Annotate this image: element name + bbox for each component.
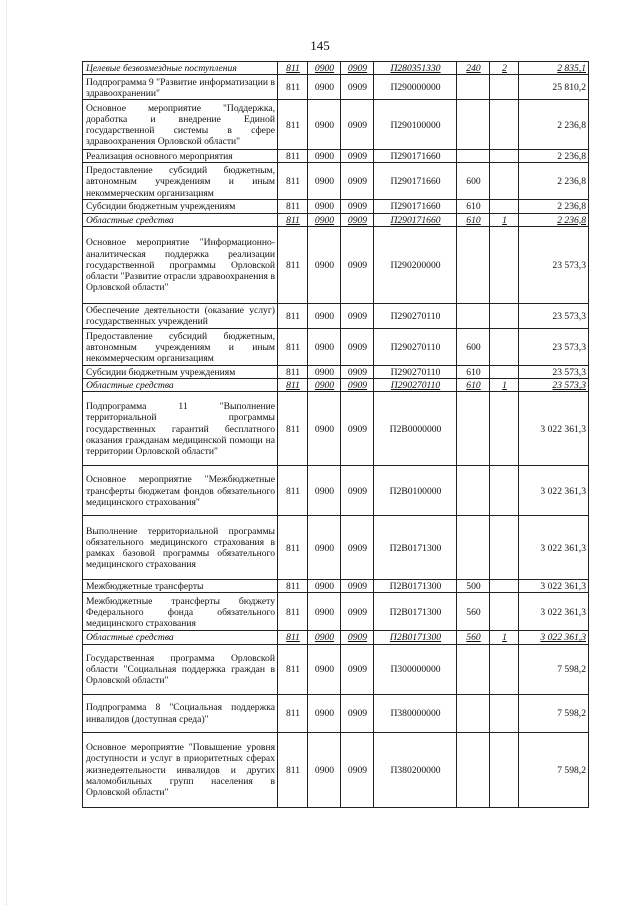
row-section-code: 0900 bbox=[308, 379, 341, 392]
row-amount: 3 022 361,3 bbox=[519, 631, 589, 644]
row-amount: 3 022 361,3 bbox=[519, 593, 589, 631]
row-name: Выполнение территориальной программы обязательного медицинского страхования в рамках базовой программы обязательного медицинского страхования bbox=[83, 516, 278, 580]
row-expense-kind: 600 bbox=[457, 163, 490, 200]
row-subsection-code: 0909 bbox=[341, 694, 374, 732]
row-subsection-code: 0909 bbox=[341, 62, 374, 75]
table-row bbox=[83, 226, 589, 303]
row-amount: 2 236,8 bbox=[519, 100, 589, 150]
row-amount: 23 573,3 bbox=[519, 328, 589, 365]
row-expense-kind bbox=[457, 392, 490, 466]
row-name: Основное мероприятие "Повышение уровня доступности и услуг в приоритетных сферах жизнедеятельности инвалидов и других маломобильных групп населения в Орловской области" bbox=[83, 732, 278, 807]
row-section-code: 0900 bbox=[308, 75, 341, 100]
row-expense-kind: 560 bbox=[457, 593, 490, 631]
row-section-code: 0900 bbox=[308, 100, 341, 150]
row-section-code: 0900 bbox=[308, 593, 341, 631]
row-section-code: 0900 bbox=[308, 644, 341, 694]
row-section-code: 0900 bbox=[308, 163, 341, 200]
row-subsection-code: 0909 bbox=[341, 213, 374, 226]
row-subsection-code: 0909 bbox=[341, 226, 374, 303]
row-target-code: П2В0171300 bbox=[374, 516, 457, 580]
row-ministry-code: 811 bbox=[278, 150, 308, 163]
row-amount: 3 022 361,3 bbox=[519, 392, 589, 466]
row-expense-kind bbox=[457, 694, 490, 732]
row-amount: 3 022 361,3 bbox=[519, 466, 589, 516]
row-section-code: 0900 bbox=[308, 631, 341, 644]
table-row bbox=[83, 200, 589, 213]
row-target-code: П290171660 bbox=[374, 150, 457, 163]
row-funding-source bbox=[490, 226, 519, 303]
row-target-code: П290171660 bbox=[374, 163, 457, 200]
row-expense-kind bbox=[457, 150, 490, 163]
row-funding-source: 1 bbox=[490, 213, 519, 226]
row-amount: 23 573,3 bbox=[519, 226, 589, 303]
row-amount: 7 598,2 bbox=[519, 644, 589, 694]
row-name: Субсидии бюджетным учреждениям bbox=[83, 365, 278, 378]
row-expense-kind: 610 bbox=[457, 213, 490, 226]
row-target-code: П280351330 bbox=[374, 62, 457, 75]
row-expense-kind bbox=[457, 75, 490, 100]
row-expense-kind bbox=[457, 226, 490, 303]
row-amount: 2 236,8 bbox=[519, 200, 589, 213]
row-amount: 2 236,8 bbox=[519, 163, 589, 200]
row-subsection-code: 0909 bbox=[341, 732, 374, 807]
table-row bbox=[83, 365, 589, 378]
row-subsection-code: 0909 bbox=[341, 466, 374, 516]
row-name: Основное мероприятие "Межбюджетные трансферты бюджетам фондов обязательного медицинского страхования" bbox=[83, 466, 278, 516]
row-section-code: 0900 bbox=[308, 226, 341, 303]
row-amount: 3 022 361,3 bbox=[519, 580, 589, 593]
row-name: Предоставление субсидий бюджетным, автономным учреждениям и иным некоммерческим организациям bbox=[83, 163, 278, 200]
budget-table bbox=[82, 61, 589, 808]
table-row bbox=[83, 466, 589, 516]
page-number: 145 bbox=[310, 38, 330, 53]
row-section-code: 0900 bbox=[308, 200, 341, 213]
row-subsection-code: 0909 bbox=[341, 150, 374, 163]
row-amount: 23 573,3 bbox=[519, 303, 589, 328]
row-section-code: 0900 bbox=[308, 732, 341, 807]
row-subsection-code: 0909 bbox=[341, 631, 374, 644]
row-expense-kind bbox=[457, 100, 490, 150]
row-ministry-code: 811 bbox=[278, 303, 308, 328]
row-section-code: 0900 bbox=[308, 365, 341, 378]
row-ministry-code: 811 bbox=[278, 226, 308, 303]
row-funding-source bbox=[490, 516, 519, 580]
row-ministry-code: 811 bbox=[278, 694, 308, 732]
row-expense-kind: 500 bbox=[457, 580, 490, 593]
table-row bbox=[83, 593, 589, 631]
row-section-code: 0900 bbox=[308, 328, 341, 365]
row-target-code: П290171660 bbox=[374, 213, 457, 226]
table-row bbox=[83, 631, 589, 644]
row-section-code: 0900 bbox=[308, 213, 341, 226]
row-target-code: П2В0100000 bbox=[374, 466, 457, 516]
row-expense-kind bbox=[457, 732, 490, 807]
row-funding-source: 1 bbox=[490, 631, 519, 644]
row-name: Подпрограмма 11 "Выполнение территориальной программы государственных гарантий бесплатного оказания гражданам медицинской помощи на территории Орловской области" bbox=[83, 392, 278, 466]
row-target-code: П2В0171300 bbox=[374, 580, 457, 593]
row-name: Межбюджетные трансферты бюджету Федерального фонда обязательного медицинского страхования bbox=[83, 593, 278, 631]
row-funding-source bbox=[490, 150, 519, 163]
row-subsection-code: 0909 bbox=[341, 328, 374, 365]
row-ministry-code: 811 bbox=[278, 328, 308, 365]
row-funding-source bbox=[490, 466, 519, 516]
row-name: Целевые безвозмездные поступления bbox=[83, 62, 278, 75]
table-row bbox=[83, 163, 589, 200]
row-subsection-code: 0909 bbox=[341, 365, 374, 378]
row-subsection-code: 0909 bbox=[341, 75, 374, 100]
table-row bbox=[83, 75, 589, 100]
row-funding-source bbox=[490, 75, 519, 100]
row-funding-source bbox=[490, 732, 519, 807]
row-ministry-code: 811 bbox=[278, 466, 308, 516]
row-target-code: П290270110 bbox=[374, 303, 457, 328]
row-subsection-code: 0909 bbox=[341, 593, 374, 631]
row-funding-source bbox=[490, 580, 519, 593]
row-amount: 2 835,1 bbox=[519, 62, 589, 75]
row-name: Государственная программа Орловской области "Социальная поддержка граждан в Орловской области" bbox=[83, 644, 278, 694]
row-amount: 2 236,8 bbox=[519, 213, 589, 226]
table-row bbox=[83, 516, 589, 580]
row-subsection-code: 0909 bbox=[341, 100, 374, 150]
row-ministry-code: 811 bbox=[278, 163, 308, 200]
table-row bbox=[83, 732, 589, 807]
row-subsection-code: 0909 bbox=[341, 644, 374, 694]
table-body bbox=[83, 62, 589, 808]
row-target-code: П290100000 bbox=[374, 100, 457, 150]
row-target-code: П2В0171300 bbox=[374, 593, 457, 631]
row-section-code: 0900 bbox=[308, 516, 341, 580]
row-target-code: П2В0000000 bbox=[374, 392, 457, 466]
row-expense-kind: 610 bbox=[457, 379, 490, 392]
row-amount: 23 573,3 bbox=[519, 365, 589, 378]
row-ministry-code: 811 bbox=[278, 593, 308, 631]
table-row bbox=[83, 213, 589, 226]
row-section-code: 0900 bbox=[308, 392, 341, 466]
row-target-code: П290000000 bbox=[374, 75, 457, 100]
row-funding-source bbox=[490, 200, 519, 213]
row-amount: 2 236,8 bbox=[519, 150, 589, 163]
row-target-code: П300000000 bbox=[374, 644, 457, 694]
row-section-code: 0900 bbox=[308, 62, 341, 75]
row-target-code: П290270110 bbox=[374, 365, 457, 378]
row-funding-source: 1 bbox=[490, 379, 519, 392]
row-target-code: П2В0171300 bbox=[374, 631, 457, 644]
row-expense-kind: 240 bbox=[457, 62, 490, 75]
row-name: Основное мероприятие "Информационно-аналитическая поддержка реализации государственной программы Орловской области "Развитие отрасли здравоохранения в Орловской области" bbox=[83, 226, 278, 303]
row-ministry-code: 811 bbox=[278, 644, 308, 694]
row-ministry-code: 811 bbox=[278, 392, 308, 466]
row-target-code: П290200000 bbox=[374, 226, 457, 303]
row-ministry-code: 811 bbox=[278, 379, 308, 392]
row-amount: 23 573,3 bbox=[519, 379, 589, 392]
row-ministry-code: 811 bbox=[278, 365, 308, 378]
table-row bbox=[83, 100, 589, 150]
row-subsection-code: 0909 bbox=[341, 580, 374, 593]
row-funding-source bbox=[490, 694, 519, 732]
row-funding-source bbox=[490, 163, 519, 200]
row-section-code: 0900 bbox=[308, 694, 341, 732]
row-funding-source bbox=[490, 593, 519, 631]
row-subsection-code: 0909 bbox=[341, 163, 374, 200]
row-ministry-code: 811 bbox=[278, 213, 308, 226]
row-ministry-code: 811 bbox=[278, 200, 308, 213]
row-name: Основное мероприятие "Поддержка, доработка и внедрение Единой государственной системы в сфере здравоохранения Орловской области" bbox=[83, 100, 278, 150]
row-subsection-code: 0909 bbox=[341, 516, 374, 580]
table-row bbox=[83, 328, 589, 365]
row-ministry-code: 811 bbox=[278, 100, 308, 150]
row-name: Межбюджетные трансферты bbox=[83, 580, 278, 593]
row-section-code: 0900 bbox=[308, 580, 341, 593]
row-target-code: П290171660 bbox=[374, 200, 457, 213]
row-subsection-code: 0909 bbox=[341, 303, 374, 328]
row-funding-source bbox=[490, 328, 519, 365]
row-funding-source bbox=[490, 100, 519, 150]
row-expense-kind bbox=[457, 516, 490, 580]
row-amount: 7 598,2 bbox=[519, 694, 589, 732]
row-ministry-code: 811 bbox=[278, 580, 308, 593]
row-name: Подпрограмма 9 "Развитие информатизации в здравоохранении" bbox=[83, 75, 278, 100]
table-row bbox=[83, 644, 589, 694]
table-row bbox=[83, 303, 589, 328]
row-section-code: 0900 bbox=[308, 150, 341, 163]
row-amount: 3 022 361,3 bbox=[519, 516, 589, 580]
row-subsection-code: 0909 bbox=[341, 379, 374, 392]
row-expense-kind: 610 bbox=[457, 365, 490, 378]
table-row bbox=[83, 392, 589, 466]
row-funding-source: 2 bbox=[490, 62, 519, 75]
scan-edge-mark bbox=[6, 0, 7, 905]
row-name: Субсидии бюджетным учреждениям bbox=[83, 200, 278, 213]
row-funding-source bbox=[490, 392, 519, 466]
row-name: Обеспечение деятельности (оказание услуг) государственных учреждений bbox=[83, 303, 278, 328]
row-funding-source bbox=[490, 365, 519, 378]
row-name: Подпрограмма 8 "Социальная поддержка инвалидов (доступная среда)" bbox=[83, 694, 278, 732]
row-target-code: П290270110 bbox=[374, 379, 457, 392]
row-funding-source bbox=[490, 644, 519, 694]
row-target-code: П380200000 bbox=[374, 732, 457, 807]
row-name: Предоставление субсидий бюджетным, автономным учреждениям и иным некоммерческим организациям bbox=[83, 328, 278, 365]
row-expense-kind bbox=[457, 303, 490, 328]
row-subsection-code: 0909 bbox=[341, 392, 374, 466]
row-subsection-code: 0909 bbox=[341, 200, 374, 213]
row-name: Областные средства bbox=[83, 631, 278, 644]
table-row bbox=[83, 150, 589, 163]
row-expense-kind: 610 bbox=[457, 200, 490, 213]
row-ministry-code: 811 bbox=[278, 631, 308, 644]
row-target-code: П290270110 bbox=[374, 328, 457, 365]
row-amount: 25 810,2 bbox=[519, 75, 589, 100]
row-expense-kind bbox=[457, 466, 490, 516]
row-ministry-code: 811 bbox=[278, 62, 308, 75]
row-amount: 7 598,2 bbox=[519, 732, 589, 807]
row-section-code: 0900 bbox=[308, 303, 341, 328]
row-expense-kind bbox=[457, 644, 490, 694]
row-name: Реализация основного мероприятия bbox=[83, 150, 278, 163]
table-row bbox=[83, 580, 589, 593]
table-row bbox=[83, 62, 589, 75]
row-expense-kind: 560 bbox=[457, 631, 490, 644]
row-expense-kind: 600 bbox=[457, 328, 490, 365]
table-row bbox=[83, 694, 589, 732]
row-ministry-code: 811 bbox=[278, 516, 308, 580]
table-row bbox=[83, 379, 589, 392]
row-section-code: 0900 bbox=[308, 466, 341, 516]
row-target-code: П380000000 bbox=[374, 694, 457, 732]
row-name: Областные средства bbox=[83, 213, 278, 226]
row-ministry-code: 811 bbox=[278, 732, 308, 807]
row-funding-source bbox=[490, 303, 519, 328]
row-name: Областные средства bbox=[83, 379, 278, 392]
row-ministry-code: 811 bbox=[278, 75, 308, 100]
